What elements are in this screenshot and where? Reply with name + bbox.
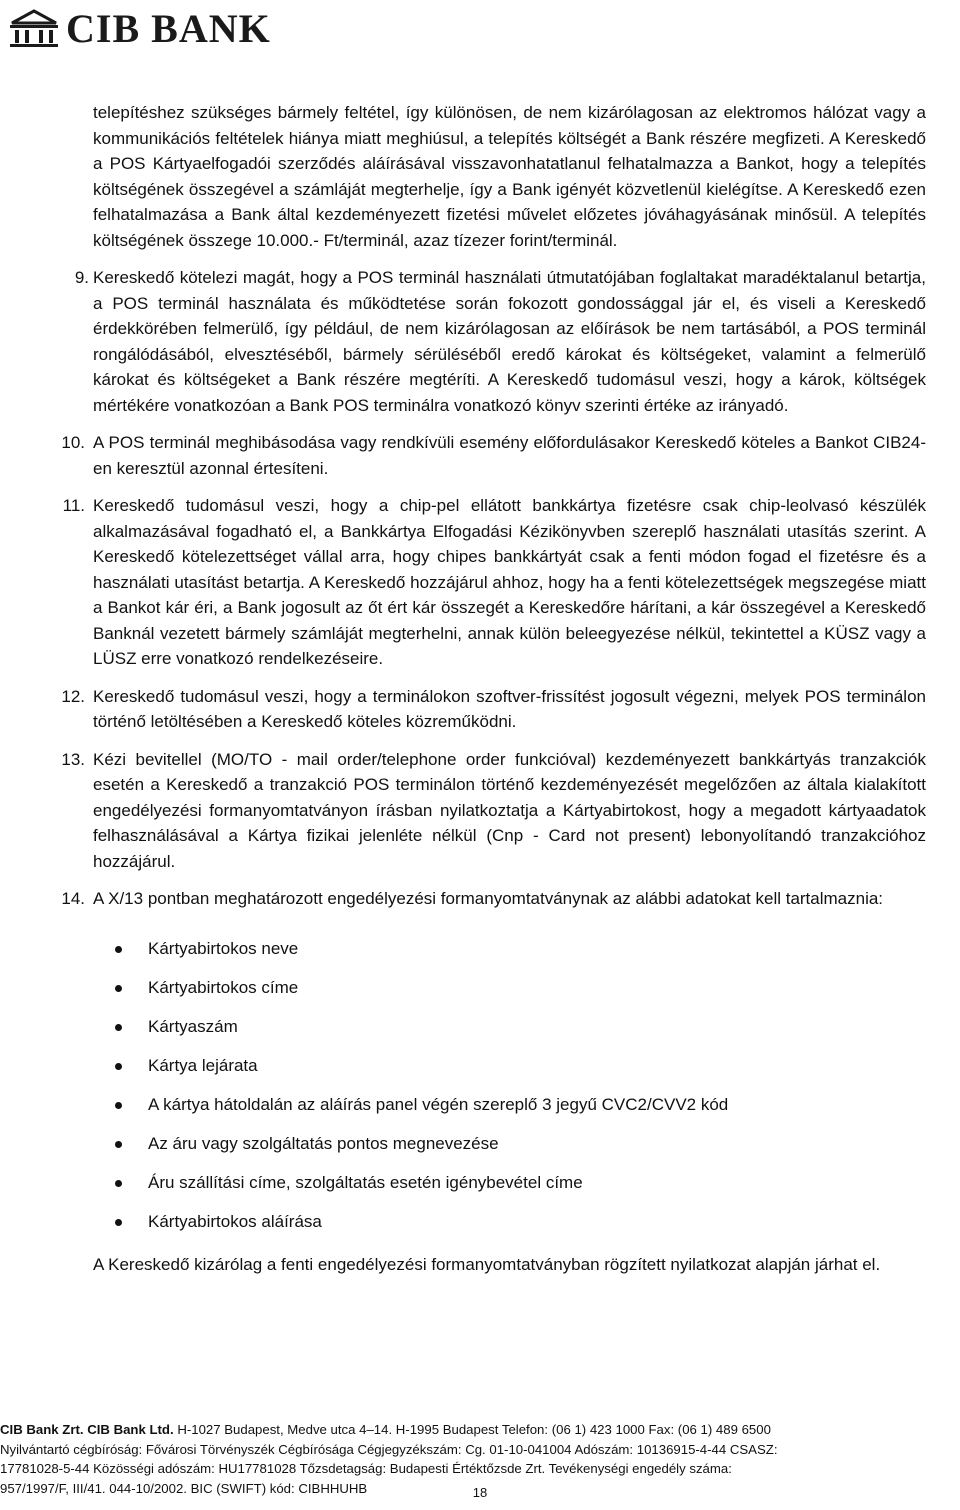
footer-company: CIB Bank Zrt. CIB Bank Ltd. [0,1422,174,1437]
bullet-item: Kártyabirtokos neve [93,936,926,975]
item-text: Kereskedő kötelezi magát, hogy a POS terminál használati útmutatójában foglaltakat maradéktalanul betartja, a POS terminál használata és működtetése során fokozott gondossággal jár el, és viseli a Kereskedő érdekkörében felmerülő, így például, de nem kizárólagosan az előírások be nem tartásából, a POS terminál rongálódásából, elvesztéséből, bármely sérüléséből eredő károkat és költségeket, valamint a felmerülő károkat és költségeket a Bank részére megtéríti. A Kereskedő tudomásul veszi, hogy a károk, költségek mértékére vonatkozóan a Bank POS terminálra vonatkozó könyv szerinti értéke az irányadó. [93,268,926,415]
document-body [61,100,926,1294]
closing-paragraph: A Kereskedő kizárólag a fenti engedélyezési formanyomtatványban rögzített nyilatkozat alapján járhat el. [93,1254,881,1274]
item-number: 9. [74,268,89,287]
bullet-icon [115,1024,122,1031]
footer-line-3: 17781028-5-44 Közösségi adószám: HU17781028 Tőzsdetagság: Budapesti Értéktőzsde Zrt. Tevékenységi engedély száma: [0,1461,732,1476]
page-number: 18 [472,1485,488,1500]
list-item [61,886,926,912]
item-number: 12. [61,686,85,706]
bullet-icon [115,985,122,992]
list-item [61,747,926,875]
bullet-item: Kártyabirtokos címe [93,975,926,1014]
bullet-icon [115,1219,122,1226]
item-text: Kézi bevitellel (MO/TO - mail order/telephone order funkcióval) kezdeményezett bankkártyás tranzakciók esetén a Kereskedő a tranzakció POS terminálon történő kezdeményezését megelőzően az általa kialakított engedélyezési formanyomtatványon írásban nyilatkoztatja a Kártyabirtokost, hogy a megadott kártyaadatok felhasználásával a Kártya fizikai jelenléte nélkül (Cnp - Card not present) lebonyolítandó tranzakcióhoz hozzájárul. [93,749,926,871]
bullet-icon [115,946,122,953]
bank-building-icon [8,9,60,49]
item-number: 13. [61,749,85,769]
bullet-icon [115,1063,122,1070]
required-data-list [93,936,926,1248]
list-item [74,265,926,418]
list-item [62,493,926,672]
item-text: A POS terminál meghibásodása vagy rendkívüli esemény előfordulásakor Kereskedő köteles a Bankot CIB24-en keresztül azonnal értesíteni. [93,433,926,478]
bullet-icon [115,1141,122,1148]
bullet-icon [115,1102,122,1109]
footer-line-1: CIB Bank Zrt. CIB Bank Ltd. H-1027 Budapest, Medve utca 4–14. H-1995 Budapest Telefon: (06 1) 423 1000 Fax: (06 1) 489 6500 [0,1422,771,1437]
item-number: 10. [61,433,85,452]
bullet-item: A kártya hátoldalán az aláírás panel végén szereplő 3 jegyű CVC2/CVV2 kód [93,1092,926,1131]
bank-name: CIB BANK [66,6,271,51]
item-text: Kereskedő tudomásul veszi, hogy a chip-pel ellátott bankkártya fizetésre csak chip-leolvasó készülék alkalmazásával fogadható el, a Bankkártya Elfogadási Kézikönyvben szereplő használati utasítás szerint. A Kereskedő kötelezettséget vállal arra, hogy chipes bankkártyát csak a fenti módon fogad el fizetésre és a használati utasítást betartja. A Kereskedő hozzájárul ahhoz, hogy ha a fenti kötelezettségek megszegése miatt a Bankot kár éri, a Bank jogosult az őt ért kár összegét a Kereskedőre hárítani, a kár összegével a Kereskedő Banknál vezetett bármely számláját megterhelni, annak külön beleegyezése nélkül, tekintettel a KÜSZ vagy a LÜSZ erre vonatkozó rendelkezéseire. [93,496,926,668]
item-number: 11. [62,496,85,515]
bank-logo [8,6,271,52]
intro-paragraph: telepítéshez szükséges bármely feltétel, így különösen, de nem kizárólagosan az elektromos hálózat vagy a kommunikációs feltételek hiánya miatt meghiúsul, a telepítés költségét a Bank részére megfizeti. A Kereskedő a POS Kártyaelfogadói szerződés aláírásával visszavonhatatlanul felhatalmazza a Bankot, hogy a telepítés költségének összegével a számláját megterhelje, így a Bank igényét közvetlenül kielégítse. A Kereskedő ezen felhatalmazása a Bank által kezdeményezett fizetési művelet előzetes jóváhagyásának minősül. A telepítés költségének összege 10.000.- Ft/terminál, azaz tízezer forint/terminál. [93,103,926,250]
footer-line-2: Nyilvántartó cégbíróság: Fővárosi Törvényszék Cégbírósága Cégjegyzékszám: Cg. 01-10-041004 Adószám: 10136915-4-44 CSASZ: [0,1441,778,1457]
item-text: A X/13 pontban meghatározott engedélyezési formanyomtatványnak az alábbi adatokat kell tartalmaznia: [93,889,884,908]
item-text: Kereskedő tudomásul veszi, hogy a terminálokon szoftver-frissítést jogosult végezni, melyek POS terminálon történő letöltésében a Kereskedő köteles közreműködni. [93,686,926,731]
list-item [61,684,926,735]
bullet-item: Kártyabirtokos aláírása [93,1209,926,1248]
bullet-icon [115,1180,122,1187]
item-number: 14. [61,889,85,908]
list-item [61,430,926,481]
footer-line-4: 957/1997/F, III/41. 044-10/2002. BIC (SWIFT) kód: CIBHHUHB [0,1480,368,1496]
bullet-item: Az áru vagy szolgáltatás pontos megnevezése [93,1131,926,1170]
bullet-item: Kártya lejárata [93,1053,926,1092]
bullet-item: Áru szállítási címe, szolgáltatás esetén igénybevétel címe [93,1170,926,1209]
bullet-item: Kártyaszám [93,1014,926,1053]
